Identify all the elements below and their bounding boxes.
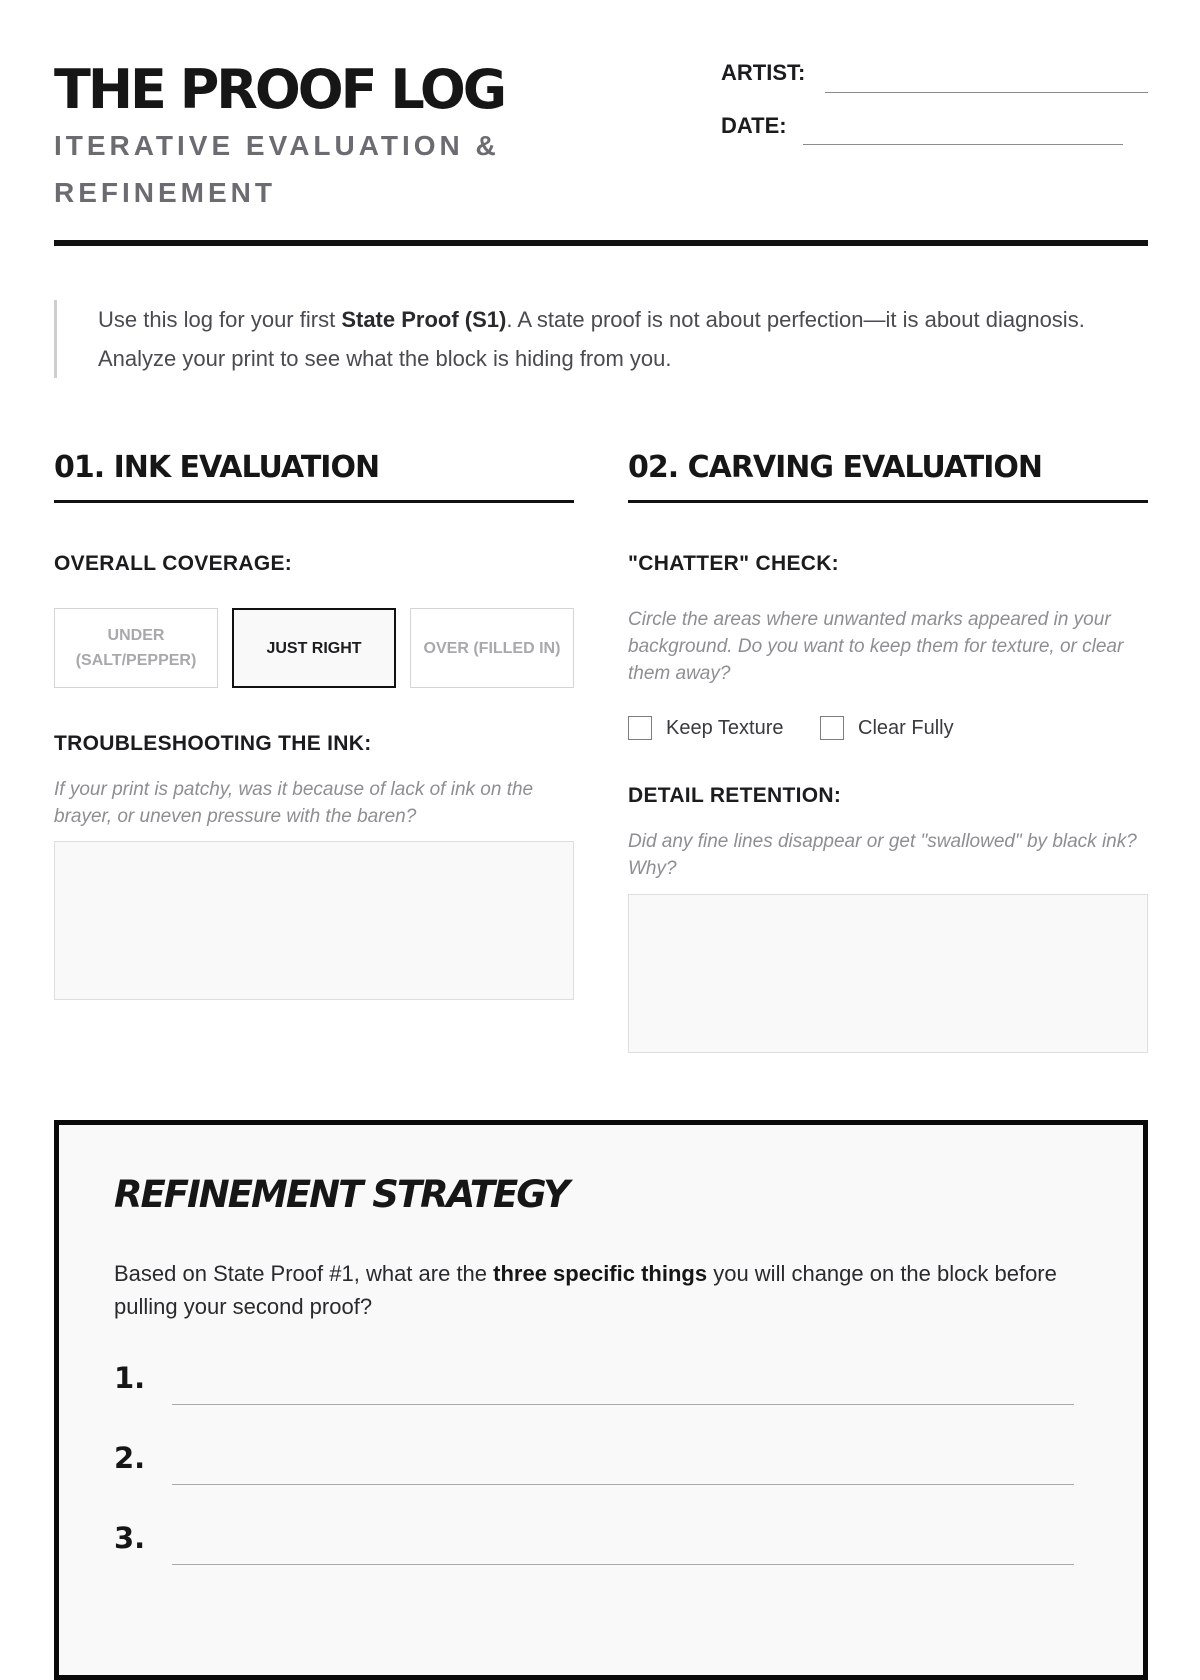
coverage-option-over-label: OVER (FILLED IN) [423,639,561,657]
refinement-item-line[interactable] [172,1404,1074,1405]
date-field[interactable] [803,144,1123,145]
intro-callout [54,300,1148,378]
refinement-desc-before: Based on State Proof #1, what are the [114,1261,494,1286]
clear-fully-checkbox[interactable] [820,714,954,742]
intro-text-before: Use this log for your first [98,307,342,332]
refinement-item-3 [114,1521,1074,1571]
clear-fully-label: Clear Fully [858,716,954,739]
page-subtitle: ITERATIVE EVALUATION & REFINEMENT [54,130,500,208]
troubleshooting-hint: If your print is patchy, was it because of lack of ink on the brayer, or uneven pressure with the baren? [54,779,534,827]
keep-texture-checkbox[interactable] [628,714,784,742]
coverage-option-under[interactable] [54,608,218,688]
keep-texture-box[interactable] [628,716,652,740]
chatter-hint: Circle the areas where unwanted marks appeared in your background. Do you want to keep them for texture, or clear them away? [628,609,1124,684]
refinement-description [114,1257,1074,1323]
artist-row [721,58,1148,98]
coverage-option-under-label: UNDER (SALT/PEPPER) [75,627,197,669]
artist-field[interactable] [825,92,1148,93]
coverage-option-just-right-label: JUST RIGHT [266,639,362,657]
carving-evaluation-section [628,440,1148,879]
refinement-desc-after: you will change on the block before pulling your second proof? [114,1261,1057,1319]
chatter-label: "CHATTER" CHECK: [628,552,839,575]
page-title: THE PROOF LOG [54,58,505,121]
artist-label: ARTIST: [721,60,806,85]
refinement-item-number: 2. [114,1441,146,1475]
refinement-item-line[interactable] [172,1564,1074,1565]
coverage-label: OVERALL COVERAGE: [54,552,293,575]
date-label: DATE: [721,113,787,138]
refinement-item-line[interactable] [172,1484,1074,1485]
coverage-option-just-right[interactable] [232,608,396,688]
ink-evaluation-heading: 01. INK EVALUATION [54,440,574,503]
detail-retention-hint: Did any fine lines disappear or get "swallowed" by black ink? Why? [628,831,1137,879]
date-row [721,111,1148,151]
worksheet-page [54,0,1148,1600]
carving-evaluation-heading: 02. CARVING EVALUATION [628,440,1148,503]
header [54,56,1148,246]
refinement-heading: REFINEMENT STRATEGY [114,1173,568,1216]
refinement-desc-bold: three specific things [493,1261,708,1286]
detail-retention-textarea[interactable] [628,894,1148,1053]
troubleshooting-label: TROUBLESHOOTING THE INK: [54,732,372,755]
troubleshooting-textarea[interactable] [54,841,574,1000]
intro-text-after: . A state proof is not about perfection—it is about diagnosis. Analyze your print to see what the block is hiding from you. [98,307,1085,371]
keep-texture-label: Keep Texture [666,716,784,739]
refinement-strategy-box [54,1120,1148,1680]
coverage-option-over[interactable] [410,608,574,688]
refinement-item-2 [114,1441,1074,1491]
detail-retention-label: DETAIL RETENTION: [628,784,842,807]
intro-text-bold: State Proof (S1) [341,307,507,332]
refinement-item-1 [114,1361,1074,1411]
header-divider [54,240,1148,246]
ink-evaluation-section [54,440,574,827]
refinement-item-number: 3. [114,1521,146,1555]
refinement-item-number: 1. [114,1361,146,1395]
clear-fully-box[interactable] [820,716,844,740]
